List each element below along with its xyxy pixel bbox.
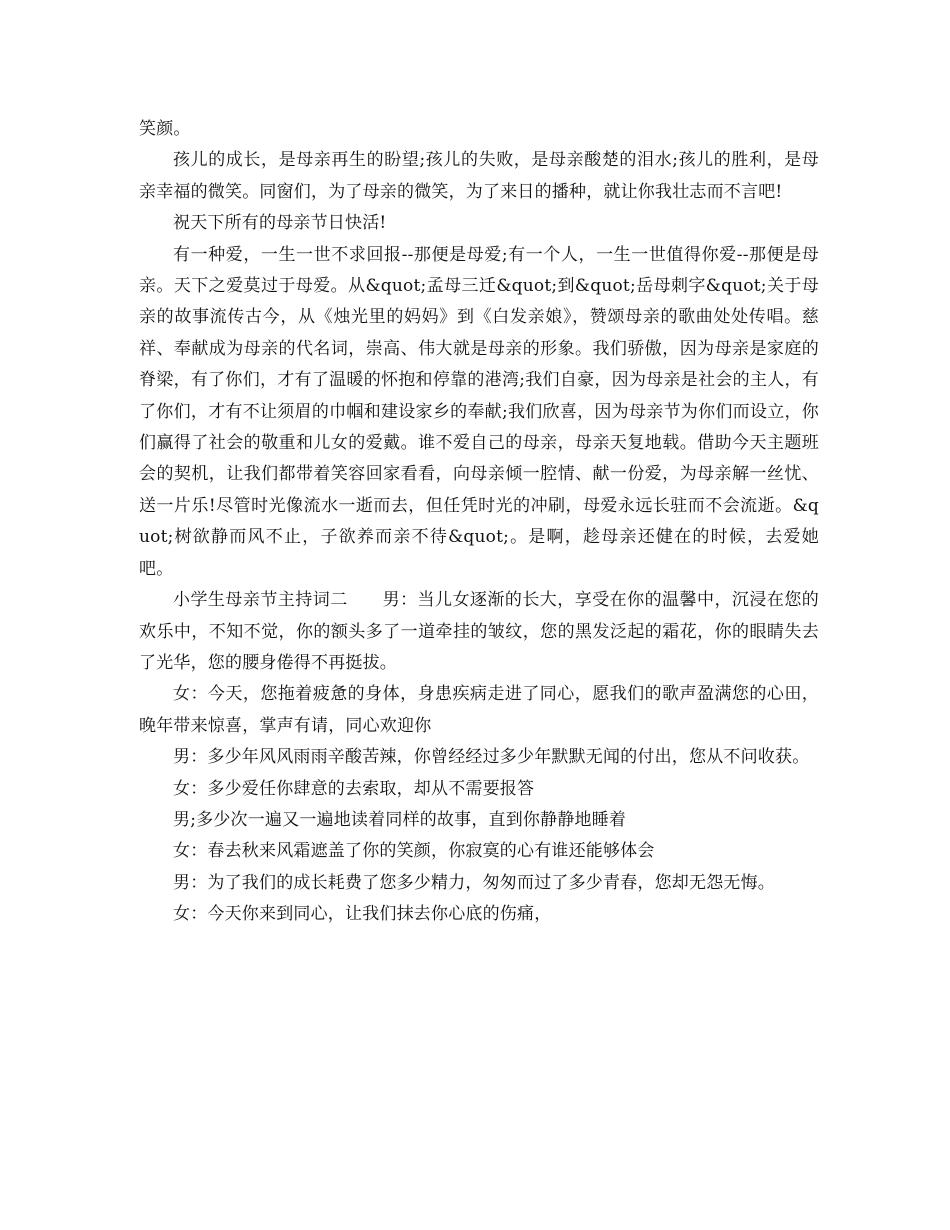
- paragraph-1: 笑颜。: [139, 119, 191, 139]
- document-body: [139, 114, 819, 931]
- paragraph-9: 男;多少次一遍又一遍地读着同样的故事，直到你静静地睡着: [173, 809, 627, 830]
- paragraph-2: 孩儿的成长，是母亲再生的盼望;孩儿的失败，是母亲酸楚的泪水;孩儿的胜利，是母亲幸福的微笑。同窗们，为了母亲的微笑，为了来日的播种，就让你我壮志而不言吧!: [139, 150, 819, 202]
- paragraph-5: 小学生母亲节主持词二 男：当儿女逐渐的长大，享受在你的温馨中，沉浸在您的欢乐中，不知不觉，你的额头多了一道牵挂的皱纹，您的黑发泛起的霜花，你的眼睛失去了光华，您的腰身倦得不再挺拔。: [139, 590, 819, 673]
- paragraph-4: 有一种爱，一生一世不求回报--那便是母爱;有一个人，一生一世值得你爱--那便是母亲。天下之爱莫过于母爱。从&quot;孟母三迁&quot;到&quot;岳母刺字&quot;关于母亲的故事流传古今，从《烛光里的妈妈》到《白发亲娘》，赞颂母亲的歌曲处处传唱。慈祥、奉献成为母亲的代名词，崇高、伟大就是母亲的形象。我们骄傲，因为母亲是家庭的脊梁，有了你们，才有了温暖的怀抱和停靠的港湾;我们自豪，因为母亲是社会的主人，有了你们，才有不让须眉的巾帼和建设家乡的奉献;我们欣喜，因为母亲节为你们而设立，你们赢得了社会的敬重和儿女的爱戴。谁不爱自己的母亲，母亲天复地载。借助今天主题班会的契机，让我们都带着笑容回家看看，向母亲倾一腔情、献一份爱，为母亲解一丝忧、送一片乐!尽管时光像流水一逝而去，但任凭时光的冲刷，母爱永远长驻而不会流逝。&quot;树欲静而风不止，子欲养而亲不待&quot;。是啊，趁母亲还健在的时候，去爱她吧。: [139, 244, 819, 579]
- paragraph-6: 女：今天，您拖着疲惫的身体，身患疾病走进了同心，愿我们的歌声盈满您的心田，晚年带来惊喜，掌声有请，同心欢迎你: [139, 684, 819, 736]
- paragraph-3: 祝天下所有的母亲节日快活!: [173, 213, 387, 234]
- paragraph-7: 男：多少年风风雨雨辛酸苦辣，你曾经经过多少年默默无闻的付出，您从不问收获。: [173, 747, 810, 768]
- paragraph-11: 男：为了我们的成长耗费了您多少精力，匆匆而过了多少青春，您却无怨无悔。: [173, 872, 775, 893]
- paragraph-12: 女：今天你来到同心，让我们抹去你心底的伤痛，: [173, 904, 552, 925]
- paragraph-10: 女：春去秋来风霜遮盖了你的笑颜，你寂寞的心有谁还能够体会: [173, 841, 655, 862]
- paragraph-8: 女：多少爱任你肆意的去索取，却从不需要报答: [173, 778, 535, 799]
